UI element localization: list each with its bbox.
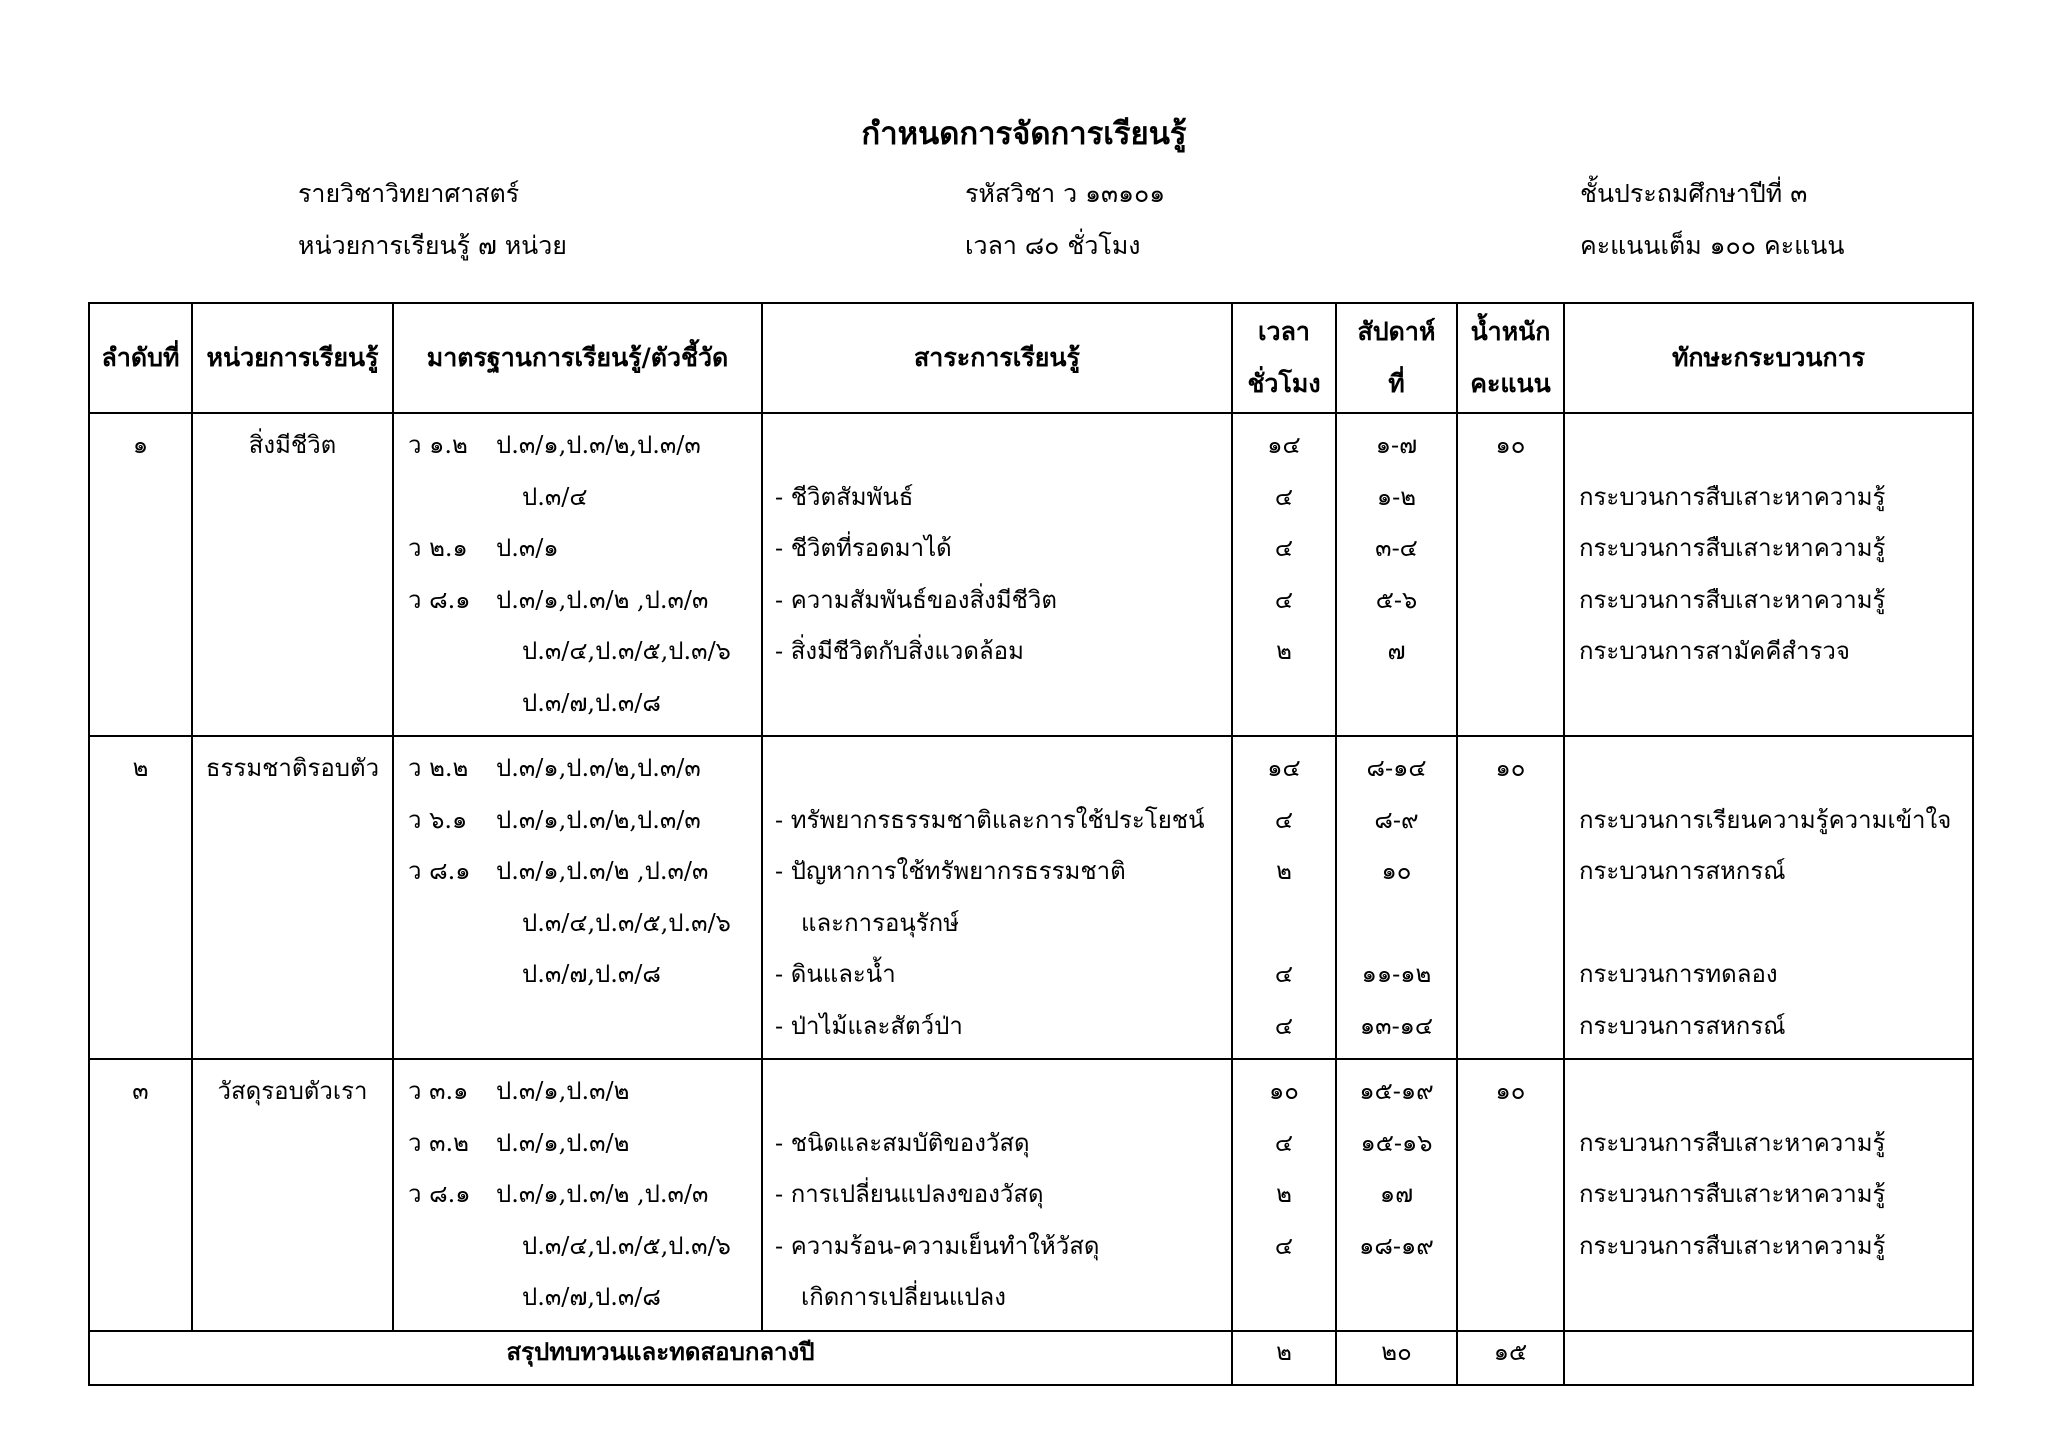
- unit-name-wrap: [193, 737, 392, 801]
- hours-value: ๔: [1274, 482, 1294, 511]
- standard-indicators: ป.๓/๔: [522, 482, 588, 511]
- standard-code: ว ๒.๒: [408, 754, 469, 782]
- content-list: [763, 1060, 1231, 1330]
- content-line: [763, 949, 1231, 1001]
- content-line: [763, 1001, 1231, 1053]
- standard-line: [394, 1221, 761, 1273]
- process-list: [1565, 737, 1972, 1058]
- process-value: [1565, 1272, 1972, 1324]
- hours-value: [1233, 898, 1335, 950]
- weight-value: [1458, 1169, 1563, 1221]
- process-cell: [1564, 1059, 1973, 1331]
- standard-code: ว ๒.๑: [408, 534, 468, 562]
- weight-value: ๑๐: [1495, 431, 1526, 459]
- summary-weight: ๑๕: [1457, 1331, 1564, 1385]
- standard-line: [394, 523, 761, 575]
- hours-value: ๔: [1274, 534, 1294, 562]
- standard-code: ว ๘.๑: [408, 585, 471, 614]
- col-header-hours-line1: เวลา: [1258, 317, 1310, 346]
- standard-line: [394, 626, 761, 678]
- standards-list: [394, 414, 761, 735]
- hours-list: [1233, 1060, 1335, 1330]
- content-line: [763, 743, 1231, 795]
- hours-list: [1233, 414, 1335, 735]
- weight-value: ๑๐: [1495, 1077, 1526, 1105]
- week-value: ๑๗: [1379, 1180, 1414, 1208]
- process-list: [1565, 414, 1972, 735]
- standard-indicators: ป.๓/๑,ป.๓/๒: [496, 1128, 630, 1157]
- content-text: - ชีวิตสัมพันธ์: [775, 482, 914, 511]
- standard-indicators: ป.๓/๑,ป.๓/๒ ,ป.๓/๓: [496, 857, 709, 885]
- process-value: กระบวนการสืบเสาะหาความรู้: [1579, 1231, 1886, 1260]
- process-value: กระบวนการสหกรณ์: [1579, 1011, 1786, 1040]
- full-score: คะแนนเต็ม ๑๐๐ คะแนน: [1580, 231, 1845, 260]
- process-cell: [1564, 413, 1973, 736]
- summary-week: ๒๐: [1336, 1331, 1457, 1385]
- weight-cell: [1457, 413, 1564, 736]
- hours-list: [1233, 737, 1335, 1058]
- week-value: ๑๕-๑๙: [1359, 1077, 1434, 1105]
- col-header-unit: หน่วยการเรียนรู้: [192, 303, 393, 413]
- unit-name-cell: [192, 413, 393, 736]
- standard-indicators: [408, 1012, 522, 1040]
- content-line: [763, 626, 1231, 678]
- hours-value: ๔: [1274, 1231, 1294, 1260]
- content-line: [763, 1066, 1231, 1118]
- week-value: [1337, 1272, 1456, 1324]
- weight-value: [1458, 1272, 1563, 1324]
- table-row: [89, 1059, 1973, 1331]
- col-header-week: [1336, 303, 1457, 413]
- document-title: กำหนดการจัดการเรียนรู้: [861, 116, 1187, 152]
- summary-process: [1564, 1331, 1973, 1385]
- weight-value: [1458, 1001, 1563, 1053]
- standard-line: [394, 1272, 761, 1324]
- hours-cell: [1232, 413, 1336, 736]
- col-header-order: ลำดับที่: [89, 303, 192, 413]
- week-list: [1337, 1060, 1456, 1330]
- standard-line: [394, 1118, 761, 1170]
- content-line: [763, 1272, 1231, 1324]
- week-list: [1337, 737, 1456, 1058]
- hours-value: ๔: [1274, 805, 1294, 834]
- weight-value: ๑๐: [1495, 754, 1526, 782]
- unit-order: ๒: [132, 754, 149, 782]
- weight-value: [1458, 472, 1563, 524]
- standard-indicators: ป.๓/๑,ป.๓/๒,ป.๓/๓: [496, 805, 701, 834]
- content-cell: [762, 413, 1232, 736]
- unit-name: สิ่งมีชีวิต: [248, 431, 337, 459]
- standard-code: ว ๘.๑: [408, 1180, 471, 1208]
- unit-order: ๑: [132, 431, 149, 459]
- unit-order: ๓: [132, 1077, 149, 1105]
- process-value: กระบวนการสืบเสาะหาความรู้: [1579, 1128, 1886, 1157]
- content-text: - การเปลี่ยนแปลงของวัสดุ: [775, 1180, 1044, 1208]
- process-cell: [1564, 736, 1973, 1059]
- content-text: - ชนิดและสมบัติของวัสดุ: [775, 1128, 1030, 1157]
- col-header-hours: [1232, 303, 1336, 413]
- content-text: - ชีวิตที่รอดมาได้: [775, 534, 952, 562]
- col-header-content: สาระการเรียนรู้: [762, 303, 1232, 413]
- col-header-standard: มาตรฐานการเรียนรู้/ตัวชี้วัด: [393, 303, 762, 413]
- weight-value: [1458, 678, 1563, 730]
- unit-order-cell: [89, 413, 192, 736]
- week-value: ๕-๖: [1375, 585, 1418, 614]
- standard-line: [394, 420, 761, 472]
- hours-value: ๑๔: [1267, 431, 1301, 459]
- content-line: [763, 1221, 1231, 1273]
- unit-order-cell: [89, 1059, 192, 1331]
- standard-indicators: ป.๓/๑,ป.๓/๒: [496, 1077, 630, 1105]
- weight-value: [1458, 1221, 1563, 1273]
- subject-name: รายวิชาวิทยาศาสตร์: [298, 179, 520, 208]
- weight-value: [1458, 1118, 1563, 1170]
- total-time: เวลา ๘๐ ชั่วโมง: [965, 231, 1141, 260]
- standard-code: ว ๖.๑: [408, 805, 468, 834]
- col-header-weight: [1457, 303, 1564, 413]
- content-text: - ความร้อน-ความเย็นทำให้วัสดุ: [775, 1231, 1100, 1260]
- content-list: [763, 737, 1231, 1058]
- week-cell: [1336, 1059, 1457, 1331]
- unit-order-wrap: [90, 737, 191, 801]
- week-value: [1337, 678, 1456, 730]
- summary-hours: ๒: [1232, 1331, 1336, 1385]
- unit-order-wrap: [90, 1060, 191, 1124]
- weight-value: [1458, 846, 1563, 898]
- process-value: กระบวนการสหกรณ์: [1579, 857, 1786, 885]
- week-value: ๑๓-๑๔: [1359, 1011, 1434, 1040]
- subject-code: รหัสวิชา ว ๑๓๑๐๑: [965, 179, 1166, 208]
- week-value: ๑-๒: [1376, 482, 1417, 511]
- unit-count: หน่วยการเรียนรู้ ๗ หน่วย: [298, 231, 567, 260]
- content-text: เกิดการเปลี่ยนแปลง: [801, 1283, 1006, 1311]
- hours-value: [1233, 678, 1335, 730]
- content-line: [763, 846, 1231, 898]
- weight-value: [1458, 898, 1563, 950]
- standard-line: [394, 575, 761, 627]
- weight-value: [1458, 795, 1563, 847]
- process-value: กระบวนการสืบเสาะหาความรู้: [1579, 534, 1886, 562]
- content-line: [763, 795, 1231, 847]
- standard-indicators: ป.๓/๑: [496, 534, 559, 562]
- unit-name-cell: [192, 736, 393, 1059]
- unit-order-wrap: [90, 414, 191, 478]
- unit-name-wrap: [193, 414, 392, 478]
- standards-list: [394, 737, 761, 1058]
- content-text: - ป่าไม้และสัตว์ป่า: [775, 1011, 963, 1040]
- week-list: [1337, 414, 1456, 735]
- hours-value: ๑๐: [1269, 1077, 1299, 1105]
- table-body: [89, 413, 1973, 1331]
- standard-line: [394, 1066, 761, 1118]
- process-value: [1565, 898, 1972, 950]
- col-header-week-line1: สัปดาห์: [1357, 317, 1436, 346]
- hours-value: ๔: [1274, 1128, 1294, 1157]
- hours-value: ๑๔: [1267, 754, 1301, 782]
- week-value: ๑๑-๑๒: [1361, 960, 1432, 988]
- weight-value: [1458, 626, 1563, 678]
- process-value: กระบวนการสืบเสาะหาความรู้: [1579, 482, 1886, 511]
- content-line: [763, 575, 1231, 627]
- content-cell: [762, 1059, 1232, 1331]
- content-text: - ทรัพยากรธรรมชาติและการใช้ประโยชน์: [775, 805, 1205, 834]
- standards-list: [394, 1060, 761, 1330]
- weight-cell: [1457, 736, 1564, 1059]
- col-header-hours-line2: ชั่วโมง: [1247, 369, 1321, 398]
- process-value: [1565, 420, 1972, 472]
- hours-value: ๒: [1276, 637, 1292, 665]
- unit-name-wrap: [193, 1060, 392, 1124]
- grade-level: ชั้นประถมศึกษาปีที่ ๓: [1580, 179, 1808, 208]
- table-row: [89, 413, 1973, 736]
- table-header-row: [89, 303, 1973, 413]
- standard-indicators: ป.๓/๑,ป.๓/๒,ป.๓/๓: [496, 431, 701, 459]
- week-value: ๘-๙: [1374, 805, 1419, 834]
- content-text: และการอนุรักษ์: [801, 908, 960, 937]
- standard-line: [394, 743, 761, 795]
- table-row: [89, 736, 1973, 1059]
- week-value: ๑๕-๑๖: [1360, 1128, 1433, 1157]
- weight-list: [1458, 414, 1563, 735]
- standard-line: [394, 1169, 761, 1221]
- col-header-process: ทักษะกระบวนการ: [1564, 303, 1973, 413]
- standard-indicators: ป.๓/๔,ป.๓/๕,ป.๓/๖: [522, 908, 731, 937]
- hours-value: ๔: [1274, 1011, 1294, 1040]
- week-value: ๑๐: [1381, 857, 1412, 885]
- standard-indicators: ป.๓/๗,ป.๓/๘: [522, 688, 661, 717]
- content-line: [763, 678, 1231, 730]
- weight-value: [1458, 949, 1563, 1001]
- standards-cell: [393, 1059, 762, 1331]
- standard-line: [394, 846, 761, 898]
- standard-line: [394, 949, 761, 1001]
- week-value: ๑๘-๑๙: [1359, 1231, 1434, 1260]
- week-value: ๘-๑๔: [1366, 754, 1427, 782]
- standard-code: ว ๑.๒: [408, 431, 468, 459]
- weight-cell: [1457, 1059, 1564, 1331]
- weight-list: [1458, 1060, 1563, 1330]
- week-cell: [1336, 736, 1457, 1059]
- standard-code: ว ๓.๑: [408, 1077, 469, 1105]
- process-value: กระบวนการสืบเสาะหาความรู้: [1579, 585, 1886, 614]
- week-value: [1337, 898, 1456, 950]
- standard-indicators: ป.๓/๔,ป.๓/๕,ป.๓/๖: [522, 637, 731, 665]
- hours-value: ๒: [1276, 1180, 1292, 1208]
- hours-value: ๒: [1276, 857, 1292, 885]
- standard-indicators: ป.๓/๔,ป.๓/๕,ป.๓/๖: [522, 1231, 731, 1260]
- standard-line: [394, 795, 761, 847]
- content-line: [763, 1169, 1231, 1221]
- hours-cell: [1232, 736, 1336, 1059]
- process-value: กระบวนการสามัคคีสำรวจ: [1579, 637, 1850, 665]
- standard-line: [394, 678, 761, 730]
- standard-line: [394, 472, 761, 524]
- hours-cell: [1232, 1059, 1336, 1331]
- week-value: ๗: [1387, 637, 1406, 665]
- col-header-weight-line1: น้ำหนัก: [1470, 317, 1551, 346]
- col-header-weight-line2: คะแนน: [1470, 369, 1551, 398]
- col-header-week-line2: ที่: [1388, 369, 1405, 398]
- process-value: กระบวนการทดลอง: [1579, 960, 1778, 988]
- content-text: - ดินและน้ำ: [775, 960, 896, 988]
- content-line: [763, 898, 1231, 950]
- summary-label: สรุปทบทวนและทดสอบกลางปี: [89, 1331, 1232, 1385]
- unit-order-cell: [89, 736, 192, 1059]
- hours-value: ๔: [1274, 960, 1294, 988]
- content-line: [763, 523, 1231, 575]
- standard-code: ว ๘.๑: [408, 857, 471, 885]
- summary-row: [89, 1331, 1973, 1385]
- standard-indicators: ป.๓/๗,ป.๓/๘: [522, 1283, 661, 1311]
- hours-value: ๔: [1274, 585, 1294, 614]
- standard-indicators: ป.๓/๑,ป.๓/๒,ป.๓/๓: [496, 754, 701, 782]
- weight-value: [1458, 523, 1563, 575]
- unit-name-cell: [192, 1059, 393, 1331]
- standard-code: ว ๓.๒: [408, 1128, 469, 1157]
- content-cell: [762, 736, 1232, 1059]
- process-value: [1565, 1066, 1972, 1118]
- unit-name: วัสดุรอบตัวเรา: [217, 1077, 368, 1105]
- learning-plan-table: [88, 302, 1974, 1386]
- standard-indicators: ป.๓/๑,ป.๓/๒ ,ป.๓/๓: [496, 585, 709, 614]
- standard-line: [394, 898, 761, 950]
- content-line: [763, 1118, 1231, 1170]
- process-list: [1565, 1060, 1972, 1330]
- week-value: ๑-๗: [1375, 431, 1418, 459]
- weight-value: [1458, 575, 1563, 627]
- standard-indicators: ป.๓/๗,ป.๓/๘: [522, 960, 661, 988]
- process-value: กระบวนการเรียนความรู้ความเข้าใจ: [1579, 805, 1952, 834]
- content-text: - ความสัมพันธ์ของสิ่งมีชีวิต: [775, 585, 1057, 614]
- content-line: [763, 472, 1231, 524]
- content-text: - ปัญหาการใช้ทรัพยากรธรรมชาติ: [775, 857, 1126, 885]
- content-text: - สิ่งมีชีวิตกับสิ่งแวดล้อม: [775, 637, 1024, 665]
- process-value: [1565, 743, 1972, 795]
- process-value: [1565, 678, 1972, 730]
- standard-line: [394, 1001, 761, 1053]
- standards-cell: [393, 736, 762, 1059]
- content-line: [763, 420, 1231, 472]
- hours-value: [1233, 1272, 1335, 1324]
- standards-cell: [393, 413, 762, 736]
- content-list: [763, 414, 1231, 735]
- week-value: ๓-๔: [1375, 534, 1418, 562]
- week-cell: [1336, 413, 1457, 736]
- weight-list: [1458, 737, 1563, 1058]
- process-value: กระบวนการสืบเสาะหาความรู้: [1579, 1180, 1886, 1208]
- unit-name: ธรรมชาติรอบตัว: [205, 754, 380, 782]
- standard-indicators: ป.๓/๑,ป.๓/๒ ,ป.๓/๓: [496, 1180, 709, 1208]
